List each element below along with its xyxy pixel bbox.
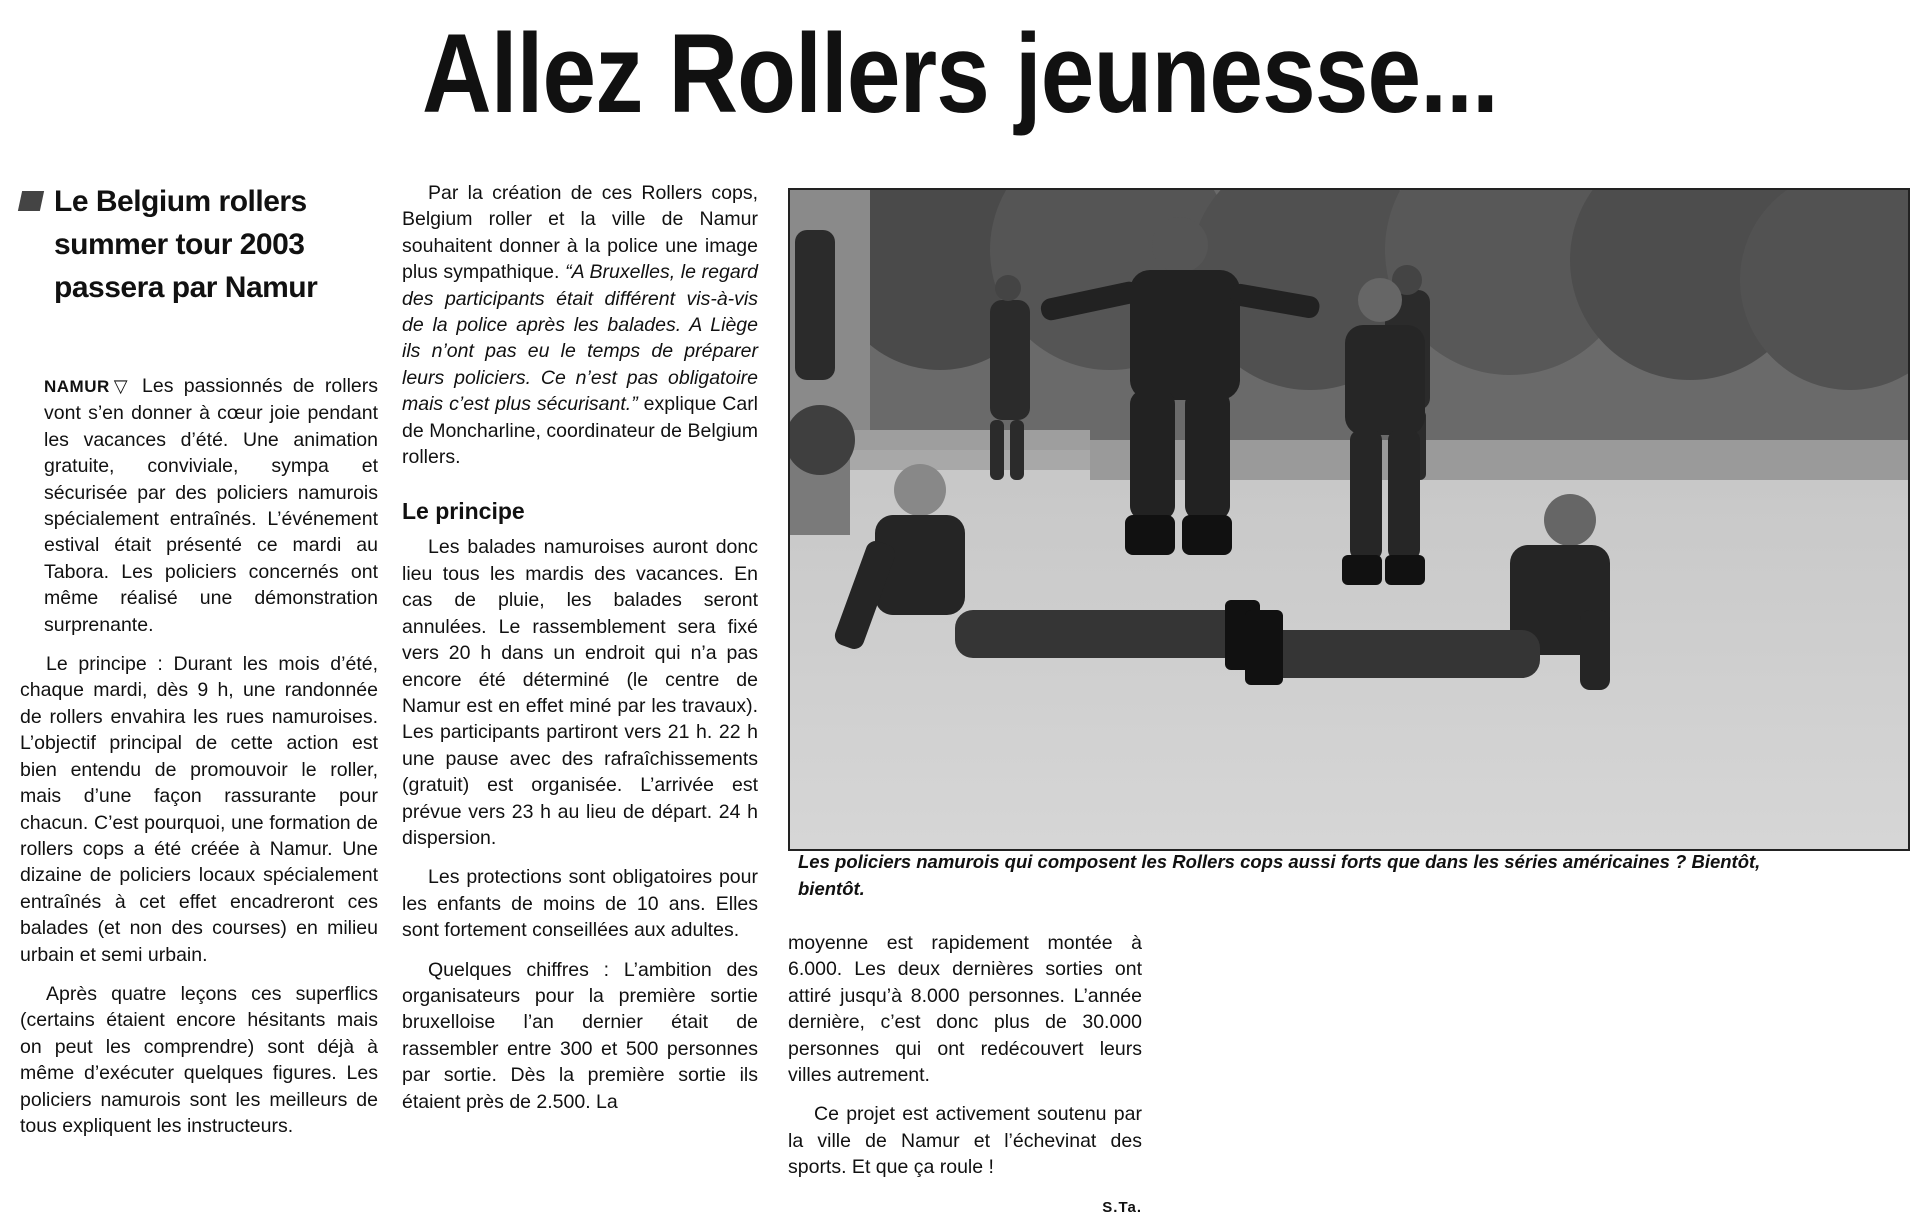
- paragraph-moyenne: moyenne est rapidement montée à 6.000. Les deux dernières sorties ont attiré jusqu’à 8.000 personnes. L’année dernière, c’est donc plus de 30.000 personnes qui ont redécouvert leurs villes autrement.: [788, 932, 1142, 1087]
- article-column-2: [402, 180, 758, 1115]
- kicker: [20, 180, 378, 309]
- photo-illustration: [790, 190, 1908, 849]
- article-column-3: [788, 930, 1142, 1221]
- kicker-line-3: passera par Namur: [54, 271, 318, 304]
- quote-text: “A Bruxelles, le regard des participants était différent vis-à-vis de la police après les balades. A Liège ils n’ont pas eu le temps de préparer leurs policiers. Ce n’est pas obligatoire mais c’est plus sécurisant.”: [402, 261, 759, 416]
- lead-paragraph: [20, 373, 378, 638]
- kicker-line-2: summer tour 2003: [54, 228, 305, 261]
- paragraph-chiffres: Quelques chiffres : L’ambition des organisateurs pour la première sortie bruxelloise l’an dernier était de rassembler entre 300 et 500 personnes par sortie. Dès la première sortie ils étaient près de 2.500. La: [402, 958, 758, 1113]
- paragraph-balades: Les balades namuroises auront donc lieu tous les mardis des vacances. En cas de pluie, les balades seront annulées. Le rassemblement sera fixé vers 20 h dans un endroit qui n’a pas encore été déterminé (le centre de Namur est en effet miné par les travaux). Les participants partiront vers 21 h. 22 h une pause avec des rafraîchissements (gratuit) est organisée. L’arrivée est prévue vers 23 h au lieu de départ. 24 h dispersion.: [402, 536, 758, 849]
- paragraph-creation: [402, 180, 758, 470]
- triangle-down-icon: ▽: [113, 376, 128, 396]
- article-column-1: [20, 180, 378, 1139]
- caption-line-1: Les policiers namurois qui composent les Rollers cops aussi forts que dans les séries américaines ? Bientôt,: [798, 851, 1761, 872]
- photo-caption: [798, 848, 1898, 902]
- kicker-text: [54, 180, 317, 309]
- square-bullet-icon: [18, 191, 44, 211]
- quote-attribution: explique Carl de Moncharline, coordinateur de Belgium rollers.: [402, 393, 759, 469]
- caption-line-2: bientôt.: [798, 878, 865, 899]
- dateline: NAMUR: [44, 377, 110, 396]
- lead-text: Les passionnés de rollers vont s’en donner à cœur joie pendant les vacances d’été. Une animation gratuite, conviviale, sympa et sécurisée par des policiers namurois spécialement entraînés. L’événement estival était présenté ce mardi au Tabora. Les policiers concernés ont même réalisé une démonstration surprenante.: [44, 375, 378, 636]
- kicker-line-1: Le Belgium rollers: [54, 185, 307, 218]
- author-signature: S.Ta.: [1102, 1198, 1142, 1216]
- photo-rollers-cops: [788, 188, 1910, 851]
- paragraph-lecons: Après quatre leçons ces superflics (certains étaient encore hésitants mais on peut les comprendre) sont déjà à même d’exécuter quelques figures. Les policiers namurois sont les meilleurs de tous expliquent les instructeurs.: [20, 982, 378, 1137]
- paragraph-principe: Le principe : Durant les mois d’été, chaque mardi, dès 9 h, une randonnée de rollers envahira les rues namuroises. L’objectif principal de cette action est bien entendu de promouvoir le roller, mais d’une façon rassurante pour chacun. C’est pourquoi, une formation de rollers cops a été créée à Namur. Une dizaine de policiers locaux spécialement entraînés à cet effet encadreront ces balades (et non des courses) en milieu urbain et semi urbain.: [20, 653, 378, 966]
- paragraph-protections: Les protections sont obligatoires pour les enfants de moins de 10 ans. Elles sont fortement conseillées aux adultes.: [402, 866, 758, 942]
- headline: Allez Rollers jeunesse...: [422, 11, 1498, 136]
- paragraph-projet: Ce projet est activement soutenu par la ville de Namur et l’échevinat des sports. Et que ça roule !: [788, 1103, 1142, 1179]
- creation-text: Par la création de ces Rollers cops, Belgium roller et la ville de Namur souhaitent donner à la police une image plus sympathique.: [402, 182, 758, 284]
- subhead: Le principe: [402, 498, 525, 525]
